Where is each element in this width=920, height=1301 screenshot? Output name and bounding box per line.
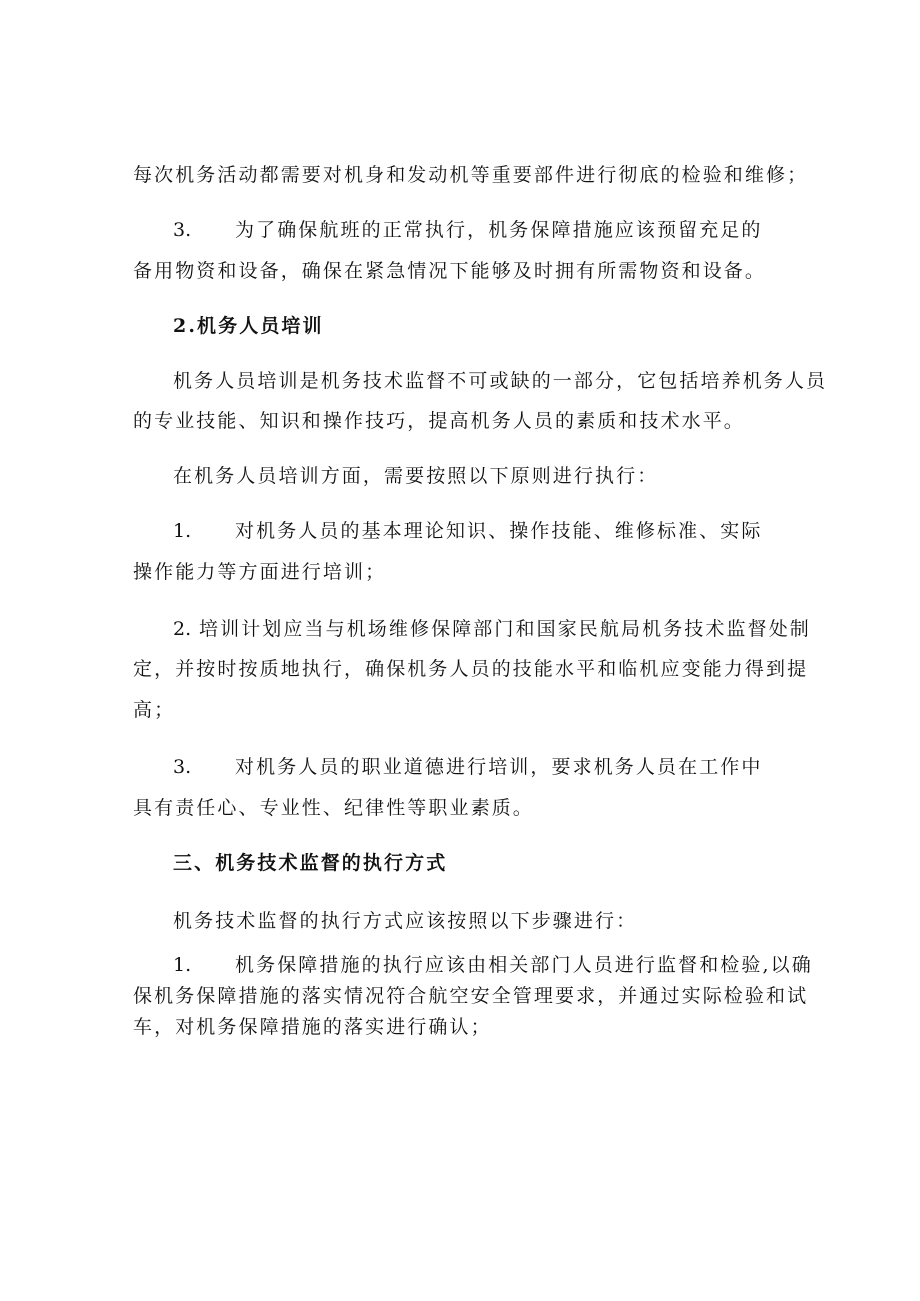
paragraph-line: 在机务人员培训方面，需要按照以下原则进行执行： xyxy=(173,465,659,487)
list-text: 对机务人员的基本理论知识、操作技能、维修标准、实际 xyxy=(235,520,763,542)
paragraph-line: 具有责任心、专业性、纪律性等职业素质。 xyxy=(133,797,534,819)
list-number: 3. xyxy=(173,219,192,241)
paragraph-line: 操作能力等方面进行培训； xyxy=(133,561,387,583)
list-item-2-line-1 xyxy=(173,617,811,641)
paragraph-line: 的专业技能、知识和操作技巧，提高机务人员的素质和技术水平。 xyxy=(133,410,745,432)
paragraph-line: 机务技术监督的执行方式应该按照以下步骤进行： xyxy=(173,910,638,932)
paragraph-line: 定，并按时按质地执行，确保机务人员的技能水平和临机应变能力得到提 xyxy=(133,658,809,680)
section-heading: 三、机务技术监督的执行方式 xyxy=(173,852,448,874)
paragraph-line: 车，对机务保障措施的落实进行确认； xyxy=(133,1016,492,1038)
paragraph-line: 高； xyxy=(133,699,176,721)
list-text: 对机务人员的职业道德进行培训，要求机务人员在工作中 xyxy=(235,756,763,778)
list-text: 培训计划应当与机场维修保障部门和国家民航局机务技术监督处制 xyxy=(199,618,811,640)
list-item-3-line-1 xyxy=(173,218,763,242)
list-text: 机务保障措施的执行应该由相关部门人员进行监督和检验,以确 xyxy=(235,954,813,976)
section-heading: 2.机务人员培训 xyxy=(173,315,324,337)
paragraph-line: 保机务保障措施的落实情况符合航空安全管理要求，并通过实际检验和试 xyxy=(133,985,809,1007)
list-number: 3. xyxy=(173,756,192,778)
list-number: 1. xyxy=(173,954,192,976)
list-item-3-line-1 xyxy=(173,755,763,779)
list-number: 1. xyxy=(173,520,192,542)
paragraph-line: 每次机务活动都需要对机身和发动机等重要部件进行彻底的检验和维修； xyxy=(133,164,809,186)
paragraph-line: 机务人员培训是机务技术监督不可或缺的一部分，它包括培养机务人员 xyxy=(173,370,828,392)
list-number: 2. xyxy=(173,618,192,640)
paragraph-line: 备用物资和设备，确保在紧急情况下能够及时拥有所需物资和设备。 xyxy=(133,260,767,282)
list-text: 为了确保航班的正常执行，机务保障措施应该预留充足的 xyxy=(235,219,763,241)
list-item-1-line-1 xyxy=(173,953,813,977)
list-item-1-line-1 xyxy=(173,519,763,543)
